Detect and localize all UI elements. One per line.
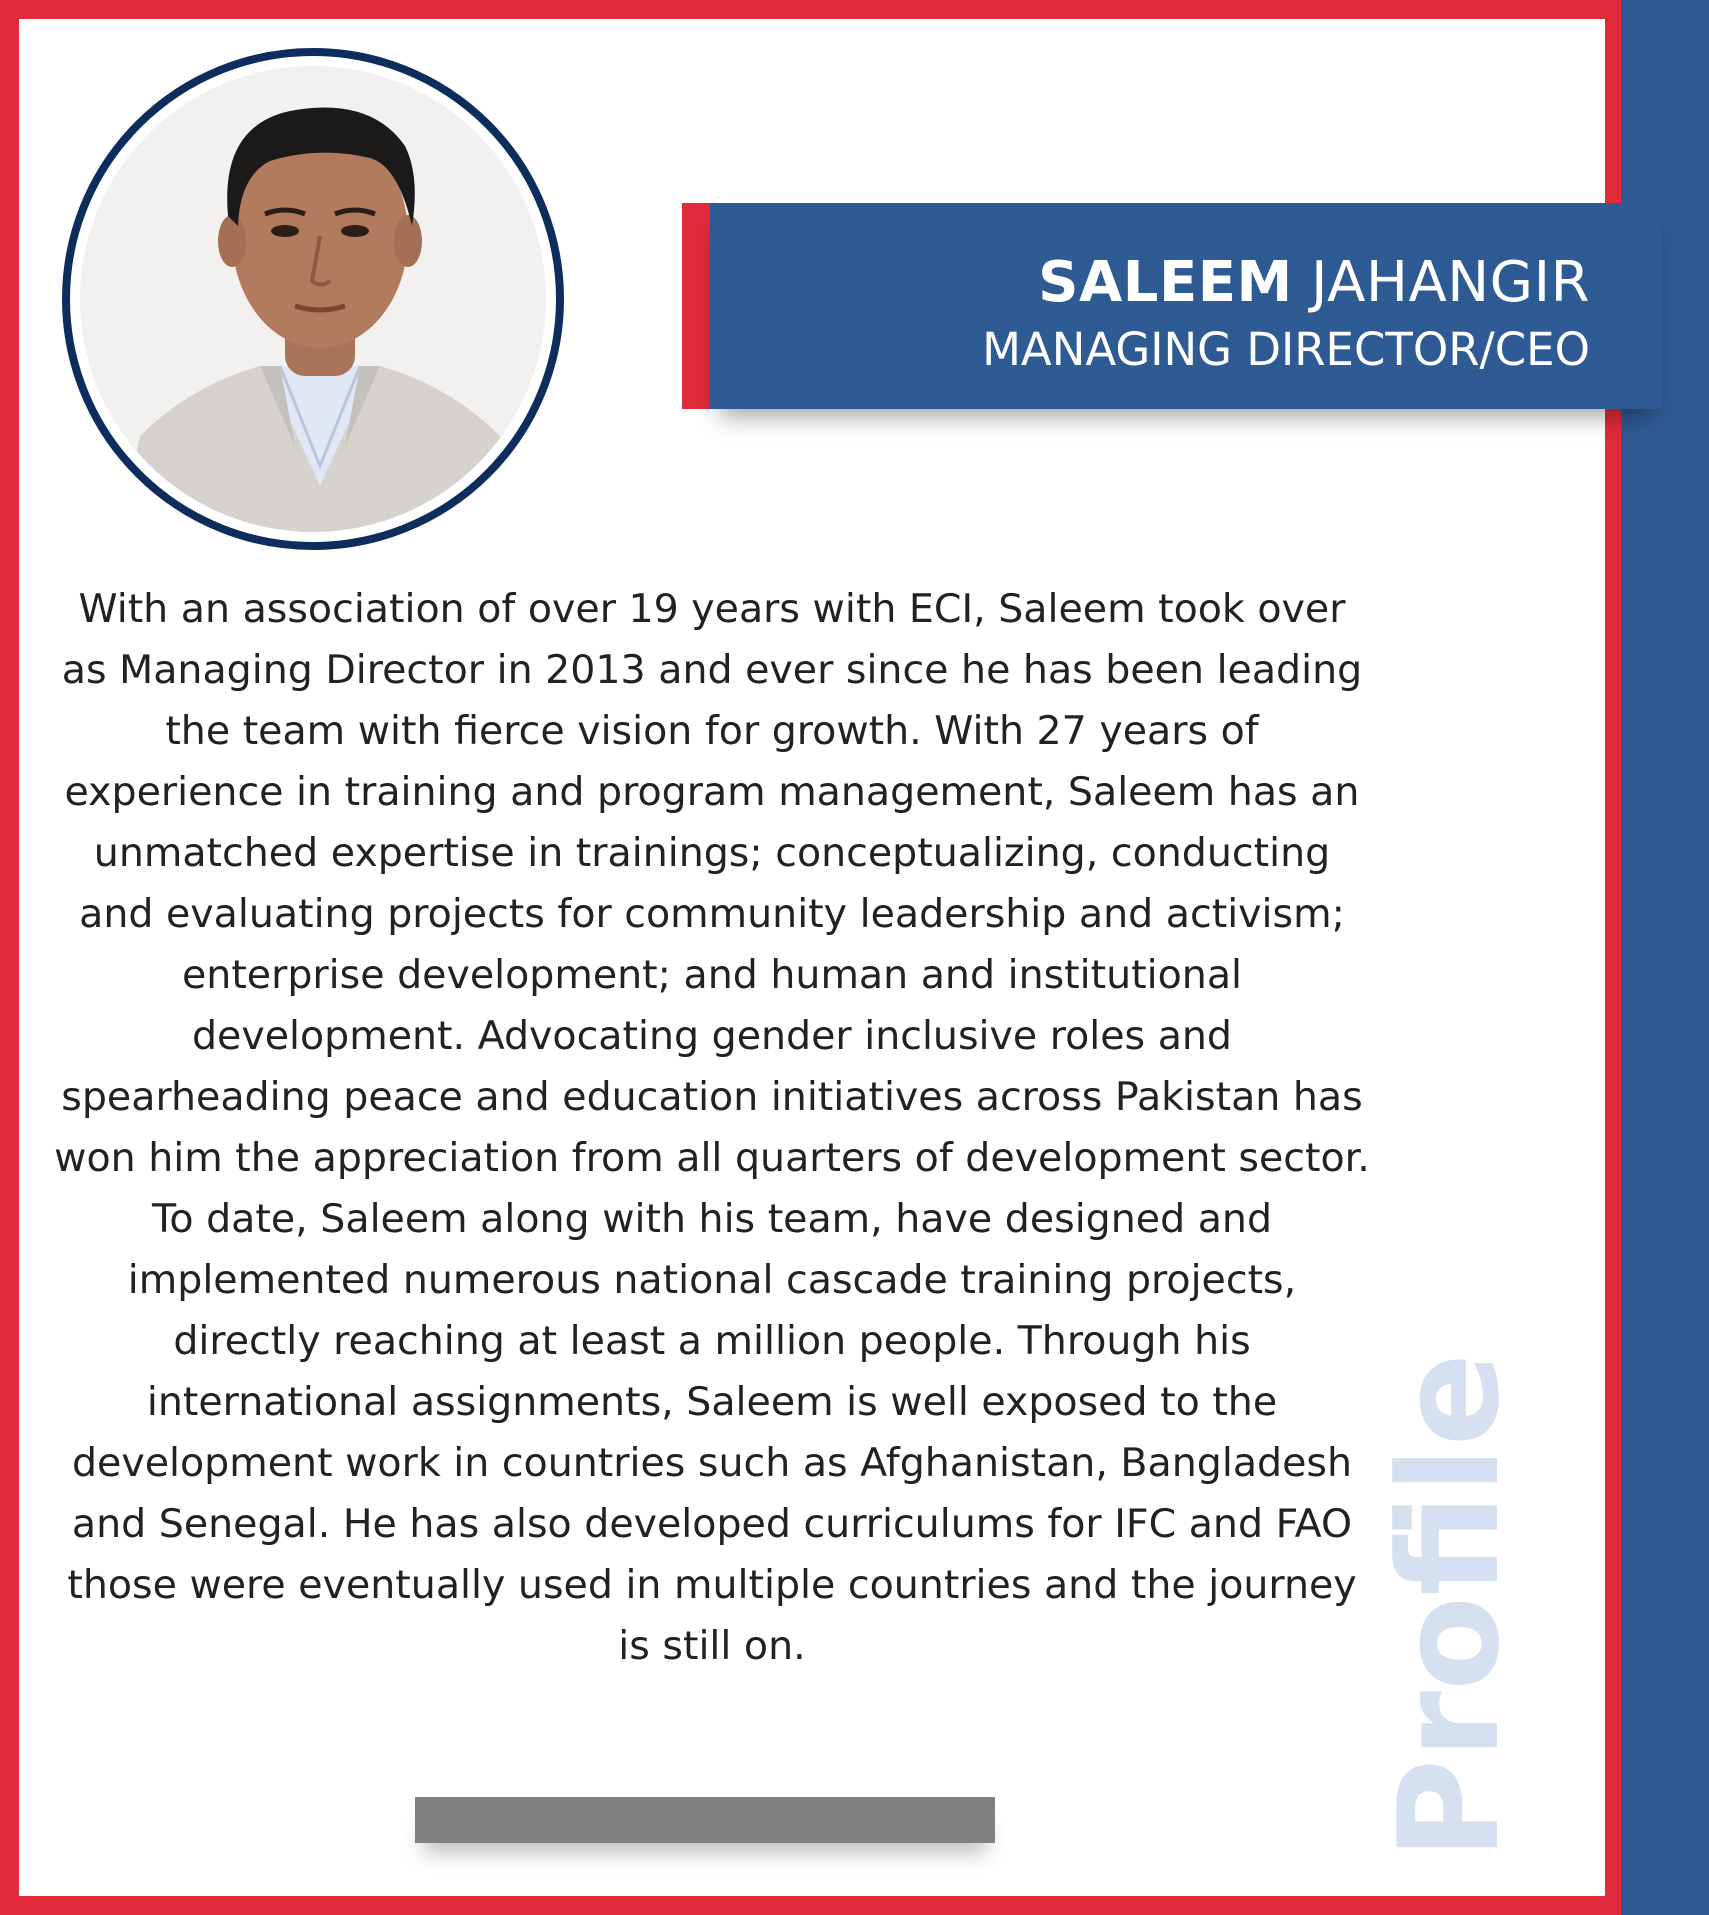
biography [52,579,1372,1677]
profile-photo-frame [62,48,564,550]
profile-side-label: Profile [1369,1352,1530,1860]
person-name [1038,251,1590,315]
name-banner-accent [682,203,710,409]
footer-divider [415,1797,995,1843]
bio-paragraph-2: To date, Saleem along with his team, have designed and implemented numerous national cascade training projects, directly reaching at least a million people. Through his international assignments, Saleem is well exposed to the development work in countries such as Afghanistan, Bangladesh and Senegal. He has also developed curriculums for IFC and FAO those were eventually used in multiple countries and the journey is still on. [67,1196,1357,1669]
person-first-name: SALEEM [1038,250,1293,315]
person-title: MANAGING DIRECTOR/CEO [982,323,1590,376]
person-last-name: JAHANGIR [1311,250,1590,315]
name-banner [710,203,1662,409]
portrait-illustration [80,66,546,532]
profile-photo [80,66,546,532]
bio-paragraph-1: With an association of over 19 years with ECI, Saleem took over as Managing Director in 2013 and ever since he has been leading the team with fierce vision for growth. With 27 years of experience in training and program management, Saleem has an unmatched expertise in trainings; conceptualizing, conducting and evaluating projects for community leadership and activism; enterprise development; and human and institutional development. Advocating gender inclusive roles and spearheading peace and education initiatives across Pakistan has won him the appreciation from all quarters of development sector. [54,586,1370,1181]
